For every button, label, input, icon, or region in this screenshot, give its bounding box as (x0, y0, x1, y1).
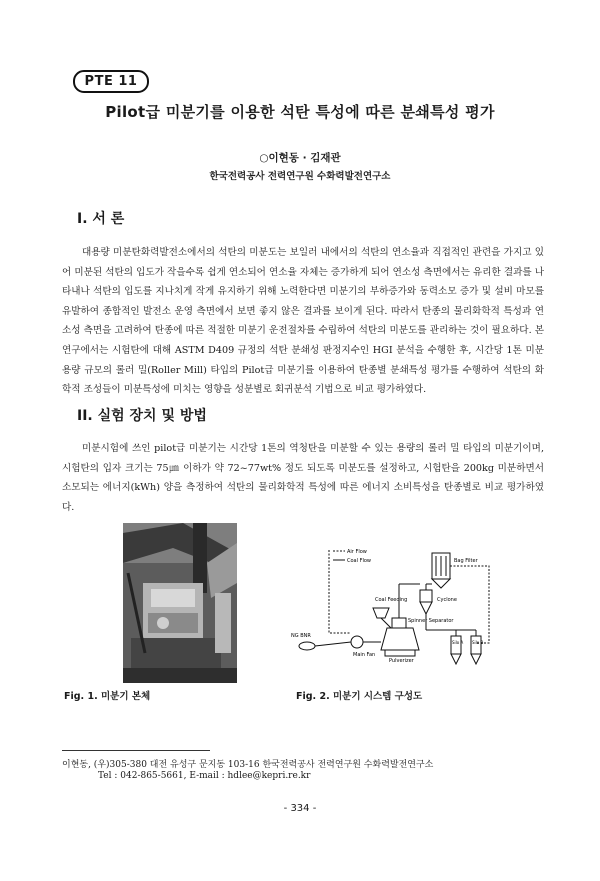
ng-bnr-label: NG BNR (291, 633, 311, 639)
silo-b-shape (471, 636, 484, 654)
silo-b-label: Silo B (472, 640, 484, 645)
session-tag: PTE 11 (73, 70, 149, 93)
section-body-introduction: 대용량 미분탄화력발전소에서의 석탄의 미분도는 보일러 내에서의 석탄의 연소율과 직접적인 관련을 가지고 있어 미분된 석탄의 입도가 작을수록 쉽게 연소되어 연소율 자체는 증가하게 되어 연소성 측면에서는 유리한 결과를 나타내나 석탄의 입도를 지나치게 작게 유지하기 위해 노력한다면 미분기의 부하증가와 동력소모 증가 및 설비 마모를 유발하여 종합적인 발전소 운영 측면에서 보면 좋지 않은 결과를 보이게 된다. 따라서 탄종의 물리화학적 특성과 연소성 측면을 고려하여 탄종에 따른 적절한 미분기 운전절차를 수립하여 석탄의 미분도를 관리하는 것이 필요하다. 본 연구에서는 시험탄에 대해 ASTM D409 규정의 석탄 분쇄성 판정지수인 HGI 분석을 수행한 후, 시간당 1톤 미분용량 규모의 롤러 밀(Roller Mill) 타입의 Pilot급 미분기를 이용하여 탄종별 분쇄특성 평가를 수행하여 석탄의 화학적 조성들이 미분특성에 미치는 영향을 성분별로 회귀분석 기법으로 비교 평가하였다. (62, 247, 544, 396)
main-fan-shape (351, 636, 363, 648)
ng-burner-shape (299, 642, 315, 650)
footnote-address: 이현동, (우)305-380 대전 유성구 문지동 103-16 한국전력공사 전력연구원 수화력발전연구소 (62, 760, 434, 770)
paper-title: Pilot급 미분기를 이용한 석탄 특성에 따른 분쇄특성 평가 (105, 103, 495, 121)
affiliation: 한국전력공사 전력연구원 수화력발전연구소 (209, 171, 391, 182)
figure-1-caption: Fig. 1. 미분기 본체 (64, 691, 151, 702)
cyclone-label: Cyclone (437, 597, 457, 603)
spinner-separator-shape (392, 618, 406, 628)
footnote-divider (62, 750, 210, 751)
mill-system-diagram (289, 538, 509, 680)
bag-filter-label: Bag Filter (454, 558, 478, 564)
authors: ○이현동 · 김재관 (259, 152, 341, 164)
main-fan-label: Main Fan (353, 652, 376, 658)
coal-feeding-label: Coal Feeding (375, 597, 408, 603)
section-heading-introduction: I. 서 론 (77, 211, 125, 227)
pulverizer-shape (381, 628, 419, 650)
page-number: - 334 - (283, 803, 317, 814)
cyclone-shape (420, 590, 432, 602)
legend-air-label: Air Flow (347, 549, 367, 555)
pulverizer-label: Pulverizer (389, 658, 414, 664)
silo-a-shape (451, 636, 464, 654)
legend-coal-label: Coal Flow (347, 558, 372, 564)
figure-2-caption: Fig. 2. 미분기 시스템 구성도 (296, 691, 423, 702)
footnote-contact: Tel : 042-865-5661, E-mail : hdlee@kepri.re.kr (98, 771, 311, 781)
spinner-separator-label: Spinner Separator (408, 618, 454, 624)
mill-photo (123, 523, 237, 683)
section-body-methods: 미분시험에 쓰인 pilot급 미분기는 시간당 1톤의 역청탄을 미분할 수 있는 용량의 롤러 밀 타입의 미분기이며, 시험탄의 입자 크기는 75㎛ 이하가 약 72~77wt% 정도 되도록 미분도를 설정하고, 시험탄을 200kg 미분하면서 소모되는 에너지(kWh) 양을 측정하여 석탄의 물리화학적 특성에 따른 에너지 소비특성을 탄종별로 비교 평가하였다. (62, 443, 544, 513)
silo-a-label: Silo A (452, 640, 464, 645)
section-heading-methods: II. 실험 장치 및 방법 (77, 408, 207, 424)
coal-feeder-shape (373, 608, 389, 618)
